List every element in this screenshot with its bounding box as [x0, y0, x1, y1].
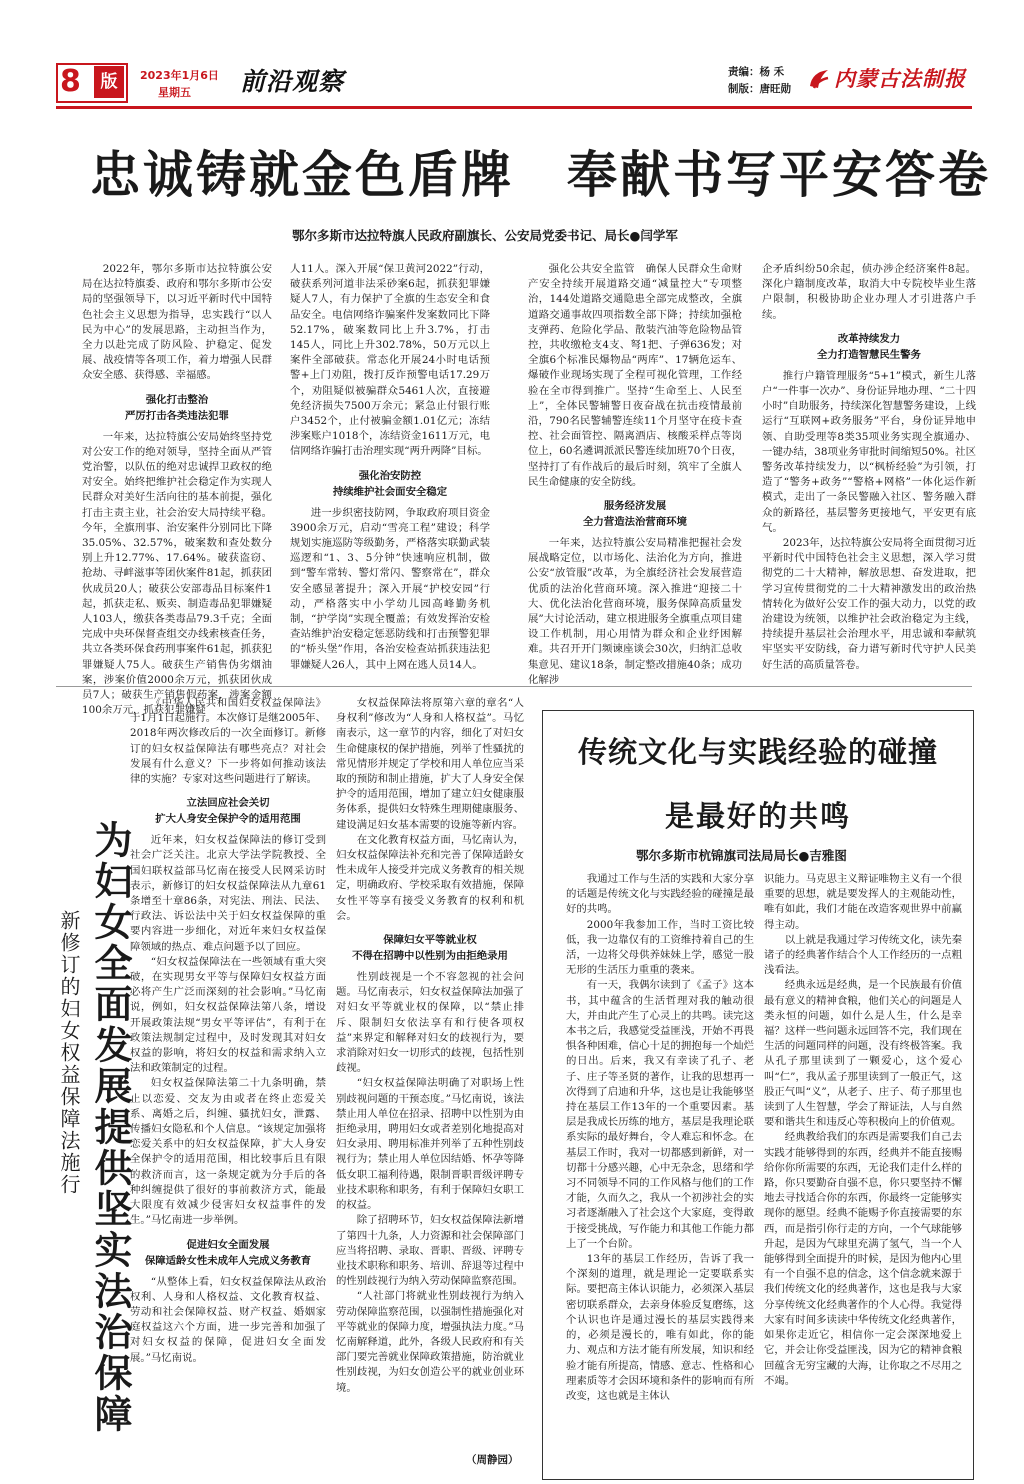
body-paragraph: 强化公共安全监管 确保人民群众生命财产安全持续开展道路交通“减量控大”专项整治，144处道路交通隐患全部完成整改，全旗道路交通事故四项指数全部下降；持续加强枪支弹药、危险化学品、散装汽油等危险物品管控，共收缴枪支4支、弩1把、子弹636发；对全旗6个标准民爆物品“两库”、17辆危运车、爆破作业现场实现了全程可视化管理，工作经验在全市得到推广。坚持“生命至上、人民至上”，全体民警辅警日夜奋战在抗击疫情最前沿，790名民警辅警连续11个月坚守在疫卡查控、社会面管控、隔离酒店、核酸采样点等岗位上，60名遴调派派民警连续加班70个日夜，坚持打了有作战后的最后时刻，筑牢了全旗人民生命健康的安全防线。 [528, 263, 742, 488]
body-paragraph: 经典教给我们的东西是需要我们自己去实践才能够得到的东西，经典并不能直接赐给你你所需要的东西，无论我们走什么样的路，你只要勤奋自强不息，你只要坚持不懈地去寻找适合你的东西，你最终一定能够实现你的愿望。经典不能赐予你直接需要的东西，而是指引你行走的方向，一个气球能够升起，是因为气球里充满了氢气，当一个人能够得到全面提升的时候，是因为他内心里有一个自强不息的信念，这个信念就来源于我们传统文化的经典著作，这也是我与大家分享传统文化经典著作的个人心得。我觉得大家有时间多读读中华传统文化经典著作，如果你走近它，相信你一定会深深地爱上它，并会让你受益匪浅，因为它的精神食粮回蕴含无穷宝藏的大海，让你取之不尽用之不竭。 [764, 1131, 962, 1387]
body-paragraph: 一年来，达拉特旗公安局精准把握社会发展战略定位，以市场化、法治化为方向，推进公安“放管服”改革，为全旗经济社会发展营造优质的法治化营商环境。深入推进“迎接二十大、优化法治化营商环境，服务保障高质量发展”大讨论活动，建立根进服务全旗重点项目建设工作机制，用心用情为群众和企业纾困解难。共召开开门频谏座谈会30次，归纳汇总收集意见、建议18条，制定整改措施40条；成功化解涉 [528, 537, 742, 686]
article1-title: 忠诚铸就金色盾牌 奉献书写平安答卷 [90, 145, 991, 204]
body-paragraph: 在文化教育权益方面，马忆南认为，妇女权益保障法补充和完善了保障适龄女性未成年人接受并完成义务教育的相关规定，明确政府、学校采取有效措施，保障女性平等享有接受义务教育的权利和机会。 [336, 833, 524, 922]
masthead-rule [56, 106, 972, 109]
body-paragraph: 2000年我参加工作，当时工资比较低，我一边靠仅有的工资维持着自己的生活，一边将父母供养妹妹上学，感觉一股无形的生活压力重重的袭来。 [566, 918, 754, 977]
body-paragraph: “从整体上看，妇女权益保障法从政治权利、人身和人格权益、文化教育权益、劳动和社会保障权益、财产权益、婚姻家庭权益这六个方面，进一步完善和加强了对妇女权益的保障，促进妇女全面发展。”马忆南说。 [130, 1275, 326, 1364]
article2-source: （周静园） [466, 1454, 519, 1466]
body-paragraph: 我通过工作与生活的实践和大家分享的话题是传统文化与实践经验的碰撞是最好的共鸣。 [566, 873, 754, 916]
subheading: 促进妇女全面发展 保障适龄女性未成年人完成义务教育 [144, 1238, 312, 1267]
body-paragraph: 经典永远是经典，是一个民族最有价值最有意义的精神食粮，他们关心的问题是人类永恒的问题，如什么是人生，什么是幸福？这样一些问题永远回答不完，我们现在生活的问题同样的问题，没有终极答案。我从孔子那里读到了一颗爱心，这个爱心叫“仁”，我从孟子那里读到了一般正气，这股正气叫“义”，从老子、庄子、荀子那里也读到了人生智慧，学会了辩证法，人与自然要和谐共生和违反心等积极向上的价值观。 [764, 979, 962, 1129]
article3-byline: 鄂尔多斯市杭锦旗司法局局长●吉雅图 [636, 848, 847, 863]
article1-col3 [528, 262, 742, 686]
page-char: 版 [94, 66, 124, 98]
subheading: 服务经济发展 全力营造法治营商环境 [583, 500, 687, 529]
article3-colC [566, 872, 754, 1468]
body-paragraph: 2023年，达拉特旗公安局将全面贯彻习近平新时代中国特色社会主义思想，深入学习贯彻党的二十大精神，解放思想、奋发进取，把学习宣传贯彻党的二十大精神激发出的政治热情转化为做好公安工作的强大动力，以党的政治建设为统领，以维护社会政治稳定为主线，持续提升基层社会治理水平，用忠诚和奉献筑牢坚实平安防线，奋力谱写新时代守护人民美好生活的高质量答卷。 [762, 537, 976, 671]
section-name: 前沿观察 [240, 67, 345, 96]
body-paragraph: 性别歧视是一个不容忽视的社会问题。马忆南表示，妇女权益保障法加强了对妇女平等就业权的保障，以“禁止排斥、限制妇女依法享有和行使各项权益”来界定和解释对妇女的歧视行为，要求消除对妇女一切形式的歧视，包括性别歧视。 [336, 971, 524, 1075]
subheading: 保障妇女平等就业权 不得在招聘中以性别为由拒绝录用 [352, 934, 508, 963]
article3-colD [764, 872, 962, 1468]
body-paragraph: 2022年，鄂尔多斯市达拉特旗公安局在达拉特旗委、政府和鄂尔多斯市公安局的坚强领导下，以习近平新时代中国特色社会主义思想为指导，忠实践行“以人民为中心”的发展思路，主动担当作为，全力以赴完成了防风险、护稳定、促发展、战疫情等各项工作，着力增强人民群众安全感、获得感、幸福感。 [82, 263, 272, 382]
body-paragraph: “妇女权益保障法在一些领域有重大突破，在实现男女平等与保障妇女权益方面必将产生广泛而深刻的社会影响。”马忆南说，例如，妇女权益保障法第八条，增设开展政策法规“男女平等评估”，有利于在政策法规制定过程中，及时发现其对妇女权益的影响，将妇女的权益和需求纳入立法和政策制定的过程。 [130, 955, 326, 1075]
body-paragraph: 女权益保障法将原第六章的章名“人身权利”修改为“人身和人格权益”。马忆南表示，这一章节的内容，细化了对妇女生命健康权的保护措施，列举了性骚扰的常见情形并规定了学校和用人单位应当采取的预防和制止措施，扩大了人身安全保护令的适用范围，增加了建立妇女健康服务体系，提供妇女特殊生理期健康服务、建设满足妇女基本需要的设施等新内容。 [336, 697, 524, 831]
section-divider [56, 686, 972, 687]
article2-colB [336, 696, 524, 1446]
body-paragraph: 企矛盾纠纷50余起，侦办涉企经济案件8起。深化户籍制度改革，取消大中专院校毕业生落户限制，积极协助企业办理人才引进落户手续。 [762, 263, 976, 321]
body-paragraph: 除了招聘环节，妇女权益保障法新增了第四十九条，人力资源和社会保障部门应当将招聘、录取、晋职、晋级、评聘专业技术职称和职务、培训、辞退等过程中的性别歧视行为纳入劳动保障监察范围。 [336, 1214, 524, 1288]
article2-colA [130, 696, 326, 1472]
article1-byline: 鄂尔多斯市达拉特旗人民政府副旗长、公安局党委书记、局长●闫学军 [292, 228, 678, 243]
body-paragraph: 推行户籍管理服务“5+1”模式，新生儿落户“一件事一次办”、身份证异地办理、“二十四小时”自助服务，持续深化智慧警务建设，上线运行“互联网+政务服务”平台，身份证异地申领、自助受理等8类35项业务实现全旗通办、一键办结，38项业务审批时间缩短50%。社区警务改革持续发力，以“枫桥经验”为引领，打造了“警务+政务”“警格+网格”一体化运作新模式，走出了一条民警融入社区、警务融入群众的新路径，基层警务更接地气，平安更有底气。 [762, 369, 976, 534]
subheading: 改革持续发力 全力打造智慧民生警务 [817, 332, 921, 361]
subheading: 立法回应社会关切 扩大人身安全保护令的适用范围 [155, 797, 301, 826]
body-paragraph: 有一天，我偶尔读到了《孟子》这本书，其中蕴含的生活哲理对我的触动很大，并由此产生了心灵上的共鸣。读完这本书之后，我感觉受益匪浅，开始不再畏惧各种困难，信心十足的拥抱每一个灿烂的日出。后来，我又有幸读了孔子、老子、庄子等圣贤的著作，让我的思想再一次得到了启迪和升华，这也是让我能够坚持在基层工作13年的一个重要因素。基层是我成长历练的地方，基层是我理论联系实际的最好舞台，令人难忘和怀念。在基层工作时，我对一切都感到新鲜，对一切都十分感兴趣，心中无杂念，思绪和学习不同领导不同的工作风格与他们的工作才能，久而久之，我从一个初涉社会的实习者逐渐融入了社会这个大家庭，变得敢于接受挑战，写作能力和其他工作能力都上了一个台阶。 [566, 979, 754, 1250]
article1-col4 [762, 262, 976, 682]
subheading: 强化打击整治 严厉打击各类违法犯罪 [125, 393, 229, 422]
article1-col2 [290, 262, 490, 682]
body-paragraph: 以上就是我通过学习传统文化，读先秦诸子的经典著作结合个人工作经历的一点粗浅看法。 [764, 933, 962, 977]
body-paragraph: 人11人。深入开展“保卫黄河2022”行动，破获系列河道非法采砂案6起，抓获犯罪嫌疑人7人，有力保护了全旗的生态安全和食品安全。电信网络诈骗案件发案数同比下降52.17%，破案数同比上升3.7%，打击145人，同比上升302.78%，50万元以上案件全部破获。常态化开展24小时电话预警+上门劝阻，拨打反诈预警电话17.29万个，劝阻疑似被骗群众5461人次，直接避免经济损失7500万余元；紧急止付银行账户3452个，止付被骗金额1.01亿元；冻结涉案账户1018个，冻结资金1611万元，电信网络诈骗打击治理实现“两升两降”目标。 [290, 263, 490, 458]
paper-logo-icon [806, 66, 832, 92]
editor-credit: 责编：杨 禾 [728, 66, 785, 78]
body-paragraph: “人社部门将就业性别歧视行为纳入劳动保障监察范围，以强制性措施强化对平等就业的保障力度，增强执法力度。”马忆南解释道，此外，各级人民政府和有关部门要完善就业保障政策措施，防治就业性别歧视，为妇女创造公平的就业创业环境。 [336, 1290, 524, 1394]
page-number: 8 [60, 64, 81, 99]
body-paragraph: 一年来，达拉特旗公安局始终坚持党对公安工作的绝对领导，坚持全面从严管党治警，以队伍的绝对忠诚捍卫政权的绝对安全。始终把维护社会稳定作为实现人民群众对美好生活向往的基本前提，强化打击主责主业，社会治安大局持续平稳。今年，全旗刑事、治安案件分别同比下降35.05%、32.57%，破案数和查处数分别上升12.77%、17.64%。破获盗窃、抢劫、寻衅滋事等团伙案件81起，抓获团伙成员20人；破获公安部毒品目标案件1起，抓获走私、贩卖、制造毒品犯罪嫌疑人103人，缴获各类毒品79.3千克；全面完成中央环保督查组交办线索核查任务，共立各类环保食药刑事案件61起，抓获犯罪嫌疑人75人。破获生产销售伪劣烟油案，涉案价值2000余万元，抓获团伙成员7人；破获生产销售假药案，涉案金额100余万元，抓获犯罪嫌疑 [82, 430, 272, 717]
issue-date: 2023年1月6日 [140, 69, 219, 82]
body-paragraph: “妇女权益保障法明确了对职场上性别歧视问题的干预态度。”马忆南说，该法禁止用人单位在招录、招聘中以性别为由拒绝录用，聘用妇女或者差别化地提高对妇女录用、聘用标准并列举了五种性别歧视行为；禁止用人单位因结婚、怀孕等降低女职工福利待遇，限制晋职晋级评聘专业技术职称和职务，有利于保障妇女职工的权益。 [336, 1077, 524, 1212]
paper-name: 内蒙古法制报 [834, 66, 966, 91]
article2-title: 为妇女全面发展提供坚实法治保障 [88, 820, 133, 1435]
issue-weekday: 星期五 [158, 86, 191, 99]
body-paragraph: 进一步织密技防网，争取政府项目资金3900余万元，启动“雪亮工程”建设；科学规划实施巡防等级勤务，严格落实联勤武装巡逻和“1、3、5分钟”快速响应机制，做到“警车常转、警灯常闪、警察常在”，群众安全感显著提升；深入开展“护校安园”行动，严格落实中小学幼儿园高峰勤务机制，“护学岗”实现全覆盖；有效发挥治安检查站维护治安稳定惩恶防线和打击预警犯罪的“桥头堡”作用，各治安检查站抓获违法犯罪嫌疑人26人，其中上网在逃人员14人。 [290, 506, 490, 671]
body-paragraph: 近年来，妇女权益保障法的修订受到社会广泛关注。北京大学法学院教授、全国妇联权益部马忆南在接受人民网采访时表示，新修订的妇女权益保障法从九章61条增至十章86条，对宪法、刑法、民法、行政法、诉讼法中关于妇女权益保障的重要内容进一步细化，对近年来妇女权益保障领域的热点、难点问题予以了回应。 [130, 834, 326, 953]
article2-subtitle: 新修订的妇女权益保障法施行 [57, 910, 81, 1196]
article1-col1 [82, 262, 272, 717]
designer-credit: 制版：唐旺勋 [728, 83, 791, 95]
body-paragraph: 识能力。马克思主义辩证唯物主义有一个很重要的思想，就是要发挥人的主观能动性，唯有如此，我们才能在改造客观世界中前赢得主动。 [764, 873, 962, 931]
body-paragraph: 《中华人民共和国妇女权益保障法》于1月1日起施行。本次修订是继2005年、2018年两次修改后的一次全面修订。新修订的妇女权益保障法有哪些亮点？对社会发展有什么意义？下一步将如何推动该法律的实施？专家对这些问题进行了解读。 [130, 697, 326, 786]
body-paragraph: 妇女权益保障法第二十九条明确，禁止以恋爱、交友为由或者在终止恋爱关系、离婚之后，纠缠、骚扰妇女，泄露、传播妇女隐私和个人信息。“该规定加强将恋爱关系中的妇女权益保障，扩大人身安全保护令的适用范围，相比较事后且有限的救济而言，这一条规定就为分手后的各种纠缠提供了很好的事前救济方式，能最大限度有效减少侵害妇女权益事件的发生。”马忆南进一步举例。 [130, 1077, 326, 1227]
article3-title-line2: 是最好的共鸣 [664, 799, 851, 833]
body-paragraph: 13年的基层工作经历，告诉了我一个深刻的道理，就是理论一定要联系实际。要把高主体认识能力，必须深入基层密切联系群众，去亲身体验反复磨练，这个认识也许是通过漫长的基层实践得来的，必须是漫长的，唯有如此，你的能力、观点和方法才能有所发展，知识和经验才能有所提高，情感、意志、性格和心理素质等才会因环境和条件的影响而有所改变，这也就是主体认 [566, 1253, 754, 1402]
article3-title-line1: 传统文化与实践经验的碰撞 [577, 735, 938, 769]
subheading: 强化治安防控 持续维护社会面安全稳定 [332, 469, 448, 498]
